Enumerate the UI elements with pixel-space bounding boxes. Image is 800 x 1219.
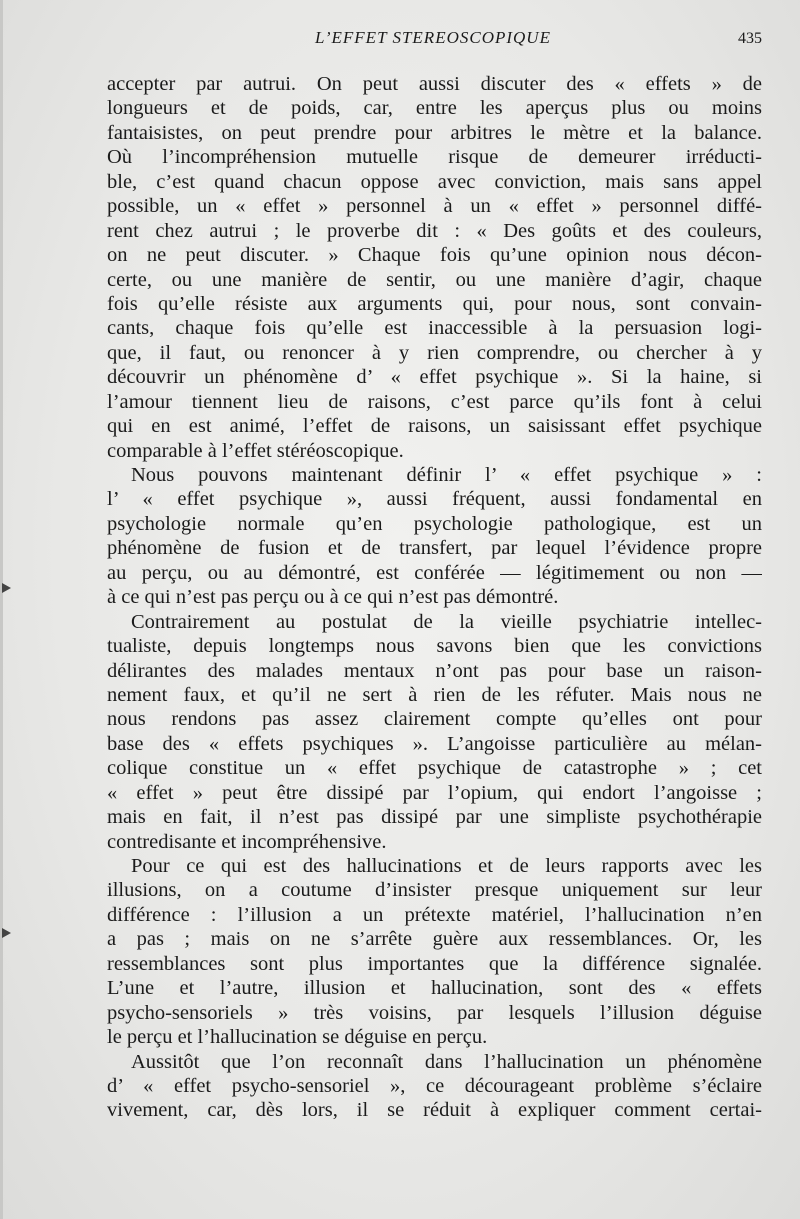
text-line: différence : l’illusion a un prétexte matériel, l’hallucination n’en — [107, 903, 762, 926]
text-line: au perçu, ou au démontré, est conférée — légitimement ou non — — [107, 561, 762, 584]
text-line: rent chez autrui ; le proverbe dit : « Des goûts et des couleurs, — [107, 219, 762, 242]
text-line: on ne peut discuter. » Chaque fois qu’une opinion nous décon- — [107, 244, 762, 267]
text-line: possible, un « effet » personnel à un « effet » personnel diffé- — [107, 195, 762, 218]
text-line: ble, c’est quand chacun oppose avec conviction, mais sans appel — [107, 170, 762, 193]
text-line: colique constitue un « effet psychique de catastrophe » ; cet — [107, 757, 762, 780]
text-line: nement faux, et qu’il ne sert à rien de les réfuter. Mais nous ne — [107, 683, 762, 706]
text-line: que, il faut, ou renoncer à y rien comprendre, ou chercher à y — [107, 341, 762, 364]
margin-mark-icon — [2, 583, 11, 593]
page-header — [0, 28, 800, 54]
text-line: base des « effets psychiques ». L’angoisse particulière au mélan- — [107, 732, 762, 755]
text-line: Contrairement au postulat de la vieille psychiatrie intellec- — [131, 610, 762, 633]
text-line: le perçu et l’hallucination se déguise en perçu. — [107, 1026, 488, 1049]
text-line: Où l’incompréhension mutuelle risque de demeurer irréducti- — [107, 146, 762, 169]
text-line: découvrir un phénomène d’ « effet psychique ». Si la haine, si — [107, 366, 762, 389]
text-line: illusions, on a coutume d’insister presque uniquement sur leur — [107, 879, 762, 902]
page-number: 435 — [738, 30, 762, 47]
text-line: L’une et l’autre, illusion et hallucination, sont des « effets — [107, 977, 762, 1000]
text-line: phénomène de fusion et de transfert, par lequel l’évidence propre — [107, 537, 762, 560]
text-line: accepter par autrui. On peut aussi discuter des « effets » de — [107, 73, 762, 95]
text-line: ressemblances sont plus importantes que la différence signalée. — [107, 952, 762, 975]
margin-mark-icon — [2, 928, 11, 938]
text-line: psychologie normale qu’en psychologie pathologique, est un — [107, 512, 762, 535]
text-line: certe, ou une manière de sentir, ou une manière d’agir, chaque — [107, 268, 762, 291]
text-line: Aussitôt que l’on reconnaît dans l’hallucination un phénomène — [131, 1050, 762, 1073]
text-line: cants, chaque fois qu’elle est inaccessible à la persuasion logi- — [107, 317, 762, 340]
body-text — [107, 72, 762, 1123]
text-line: à ce qui n’est pas perçu ou à ce qui n’est pas démontré. — [107, 586, 559, 609]
text-line: qui en est animé, l’effet de raisons, un saisissant effet psychique — [107, 415, 762, 438]
running-title: L’EFFET STEREOSCOPIQUE — [315, 28, 551, 47]
text-line: comparable à l’effet stéréoscopique. — [107, 439, 404, 462]
text-line: Pour ce qui est des hallucinations et de leurs rapports avec les — [131, 855, 762, 877]
text-line: fantaisistes, on peut prendre pour arbitres le mètre et la balance. — [107, 121, 762, 144]
text-line: vivement, car, dès lors, il se réduit à expliquer comment certai- — [107, 1099, 762, 1122]
text-line: l’ « effet psychique », aussi fréquent, aussi fondamental en — [107, 488, 762, 511]
text-line: a pas ; mais on ne s’arrête guère aux ressemblances. Or, les — [107, 928, 762, 951]
text-line: tualiste, depuis longtemps nous savons bien que les convictions — [107, 635, 762, 658]
text-line: contredisante et incompréhensive. — [107, 830, 387, 853]
text-line: nous rendons pas assez clairement compte qu’elles ont pour — [107, 708, 762, 731]
text-line: fois qu’elle résiste aux arguments qui, pour nous, sont convain- — [107, 292, 762, 315]
page-binding-edge — [0, 0, 3, 1219]
text-line: l’amour tiennent lieu de raisons, c’est parce qu’ils font à celui — [107, 390, 762, 413]
text-line: Nous pouvons maintenant définir l’ « effet psychique » : — [131, 464, 762, 486]
text-line: délirantes des malades mentaux n’ont pas pour base un raison- — [107, 659, 762, 682]
text-line: psycho-sensoriels » très voisins, par lesquels l’illusion déguise — [107, 1001, 762, 1024]
text-line: « effet » peut être dissipé par l’opium, qui endort l’angoisse ; — [107, 781, 762, 804]
text-line: longueurs et de poids, car, entre les aperçus plus ou moins — [107, 97, 762, 120]
text-line: mais en fait, il n’est pas dissipé par une simpliste psychothérapie — [107, 806, 762, 829]
text-line: d’ « effet psycho-sensoriel », ce décourageant problème s’éclaire — [107, 1074, 762, 1097]
